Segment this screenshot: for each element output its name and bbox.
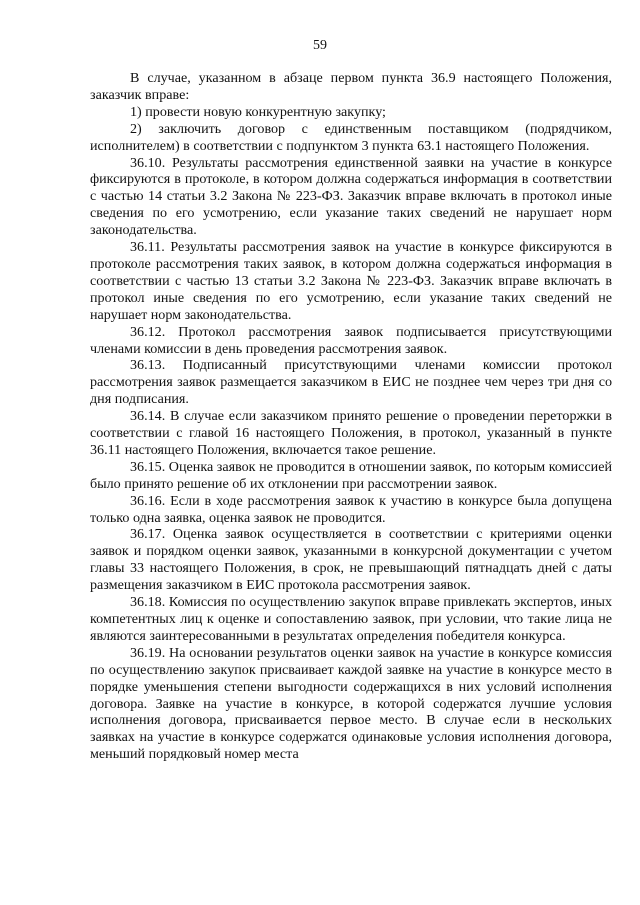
- paragraph-36-17: 36.17. Оценка заявок осуществляется в соответствии с критериями оценки заявок и порядком оценки заявок, указанными в конкурсной документации с учетом главы 33 настоящего Положения, в срок, не превышающий пятнадцать дней с даты размещения заказчиком в ЕИС протокола рассмотрения заявок.: [90, 526, 612, 594]
- paragraph-36-18: 36.18. Комиссия по осуществлению закупок вправе привлекать экспертов, иных компетентных лиц к оценке и сопоставлению заявок, при условии, что такие лица не являются заинтересованными в результатах определения победителя конкурса.: [90, 594, 612, 644]
- paragraph-36-15: 36.15. Оценка заявок не проводится в отношении заявок, по которым комиссией было принято решение об их отклонении при рассмотрении заявок.: [90, 458, 612, 492]
- paragraph-36-13: 36.13. Подписанный присутствующими членами комиссии протокол рассмотрения заявок размещается заказчиком в ЕИС не позднее чем через три дня со дня подписания.: [90, 357, 612, 408]
- paragraph-36-10: 36.10. Результаты рассмотрения единственной заявки на участие в конкурсе фиксируются в протоколе, в котором должна содержаться информация в соответствии с частью 14 статьи 3.2 Закона № 223-ФЗ. Заказчик вправе включать в протокол иные сведения по его усмотрению, если указание таких сведений не нарушает норм законодательства.: [90, 154, 612, 239]
- paragraph-36-19: 36.19. На основании результатов оценки заявок на участие в конкурсе комиссия по осуществлению закупок присваивает каждой заявке на участие в конкурсе место в порядке уменьшения степени выгодности содержащихся в них условий исполнения договора. Заявке на участие в конкурсе, в которой содержатся лучшие условия исполнения договора, присваивается первое место. В случае если в нескольких заявках на участие в конкурсе содержатся одинаковые условия исполнения договора, меньший порядковый номер места: [90, 644, 612, 763]
- paragraph-36-11: 36.11. Результаты рассмотрения заявок на участие в конкурсе фиксируются в протоколе рассмотрения таких заявок, в котором должна содержаться информация в соответствии с частью 13 статьи 3.2 Закона № 223-ФЗ. Заказчик вправе включать в протокол иные сведения по его усмотрению, если указание таких сведений не нарушает норм законодательства.: [90, 239, 612, 323]
- paragraph-option-1: 1) провести новую конкурентную закупку;: [130, 103, 386, 120]
- paragraph-intro: В случае, указанном в абзаце первом пункта 36.9 настоящего Положения, заказчик вправе:: [90, 70, 612, 103]
- paragraph-option-2: 2) заключить договор с единственным поставщиком (подрядчиком, исполнителем) в соответствии с подпунктом 3 пункта 63.1 настоящего Положения.: [90, 120, 612, 154]
- page-number: 59: [313, 38, 327, 53]
- paragraph-36-14: 36.14. В случае если заказчиком принято решение о проведении переторжки в соответствии с главой 16 настоящего Положения, в протокол, указанный в пункте 36.11 настоящего Положения, включается такое решение.: [90, 408, 612, 458]
- document-body: [90, 70, 612, 763]
- paragraph-36-16: 36.16. Если в ходе рассмотрения заявок к участию в конкурсе была допущена только одна заявка, оценка заявок не проводится.: [90, 492, 612, 526]
- paragraph-36-12: 36.12. Протокол рассмотрения заявок подписывается присутствующими членами комиссии в день проведения рассмотрения заявок.: [90, 323, 612, 357]
